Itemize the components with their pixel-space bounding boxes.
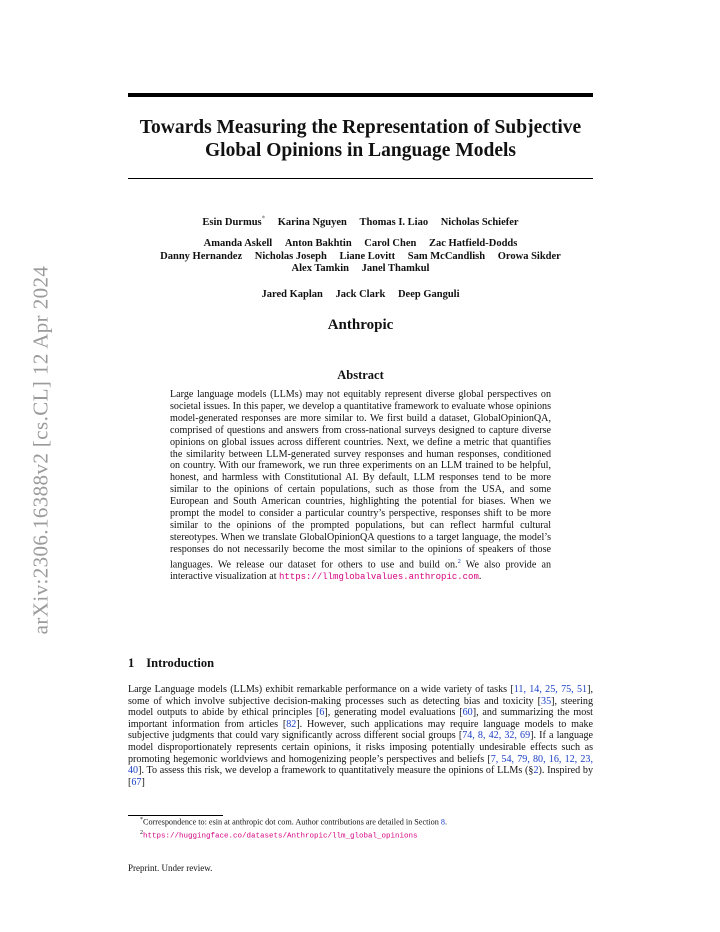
author-name: Orowa Sikder	[497, 250, 561, 262]
citation-link[interactable]: 6	[319, 707, 325, 719]
paper-title: Towards Measuring the Representation of Subjective Global Opinions in Language Models	[139, 117, 582, 161]
footnotes	[140, 815, 595, 842]
author-name: Anton Bakhtin	[284, 238, 352, 249]
author-name: Esin Durmus*	[202, 214, 266, 228]
section-number: 1	[128, 656, 135, 670]
abstract-body: Large language models (LLMs) may not equitably represent diverse global perspectives on societal issues. In this paper, we develop a quantitative framework to evaluate whose opinions model-generated responses are more similar to. We first build a dataset, GlobalOpinionQA, comprised of questions and answers from cross-national surveys designed to capture diverse opinions on global issues across different countries. Next, we define a metric that quantifies the similarity between LLM-generated survey responses and human responses, conditioned on country. With our framework, we run three experiments on an LLM trained to be helpful, honest, and harmless with Constitutional AI. By default, LLM responses tend to be more similar to the opinions of certain populations, such as those from the USA, and some European and South American countries, highlighting the potential for biases. When we prompt the model to consider a particular country’s perspective, responses shift to be more similar to the opinions of the prompted populations, but can reflect harmful cultural stereotypes. When we translate GlobalOpinionQA questions to a target language, the model’s responses do not necessarily become the most similar to the opinions of speakers of those languages. We release our dataset for others to use and build on.$^2$ We also provide an interactive visualization at https://llmglobalvalues.anthropic.com.	[170, 389, 551, 582]
section-ref-link[interactable]: 8	[440, 817, 445, 827]
author-row-1	[128, 212, 593, 229]
author-name: Alex Tamkin	[291, 263, 350, 274]
author-name: Nicholas Schiefer	[440, 216, 519, 228]
author-row-3	[128, 289, 593, 302]
author-name: Karina Nguyen	[277, 216, 347, 228]
author-name: Thomas I. Liao	[359, 216, 429, 228]
author-name: Janel Thamkul	[361, 263, 430, 274]
citation-link[interactable]: 60	[462, 707, 473, 719]
title-bottom-rule	[128, 178, 593, 179]
section-heading	[128, 656, 214, 671]
author-name: Amanda Askell	[203, 238, 273, 249]
citation-link[interactable]: 35	[541, 695, 552, 707]
citation-link[interactable]: 7, 54, 79, 80, 16, 12, 23, 40	[128, 753, 593, 777]
arxiv-watermark: arXiv:2306.16388v2 [cs.CL] 12 Apr 2024	[28, 265, 53, 635]
citation-link[interactable]: 74, 8, 42, 32, 69	[462, 730, 531, 742]
author-name: Danny Hernandez	[160, 250, 243, 262]
author-name: Jared Kaplan	[261, 289, 323, 300]
author-name: Deep Ganguli	[397, 289, 460, 300]
section-title: Introduction	[146, 656, 215, 670]
citation-link[interactable]: 82	[286, 718, 297, 730]
affiliation: Anthropic	[327, 317, 394, 333]
author-name: Liane Lovitt	[339, 250, 396, 262]
section-ref-link[interactable]: 2	[533, 765, 539, 777]
preprint-note: Preprint. Under review.	[128, 863, 213, 873]
author-name: Jack Clark	[335, 289, 386, 300]
introduction-paragraph: Large Language models (LLMs) exhibit remarkable performance on a wide variety of tasks [11, 14, 25, 75, 51], some of which involve subjective decision-making processes such as detecting bias and toxicity [35], steering model outputs to abide by ethical principles [6], generating model evaluations [60], and summarizing the most important information from articles [82]. However, such applications may require language models to make subjective judgments that could vary significantly across different social groups [74, 8, 42, 32, 69]. If a language model disproportionately represents certain opinions, it risks imposing potentially undesirable effects such as promoting hegemonic worldviews and homogenizing people’s perspectives and beliefs [7, 54, 79, 80, 16, 12, 23, 40]. To assess this risk, we develop a framework to quantitatively measure the opinions of LLMs (§2). Inspired by [67]	[128, 684, 594, 788]
author-row-2	[118, 238, 603, 276]
visualization-url-link[interactable]: https://llmglobalvalues.anthropic.com	[279, 571, 479, 582]
title-top-rule	[128, 93, 593, 97]
author-name: Sam McCandlish	[407, 250, 486, 262]
author-name: Nicholas Joseph	[254, 250, 327, 262]
footnote-2: $^2$https://huggingface.co/datasets/Anthropic/llm_global_opinions	[140, 830, 418, 841]
abstract-heading: Abstract	[337, 368, 384, 382]
author-name: Zac Hatfield-Dodds	[428, 238, 518, 249]
citation-link[interactable]: 11, 14, 25, 75, 51	[513, 684, 588, 695]
dataset-url-link[interactable]: https://huggingface.co/datasets/Anthropic/llm_global_opinions	[143, 832, 418, 841]
footnote-link[interactable]: 2	[457, 557, 461, 565]
footnote-1: *Correspondence to: esin at anthropic dot com. Author contributions are detailed in Section 8.	[140, 817, 448, 827]
author-name: Carol Chen	[364, 238, 417, 249]
citation-link[interactable]: 67	[131, 776, 142, 788]
